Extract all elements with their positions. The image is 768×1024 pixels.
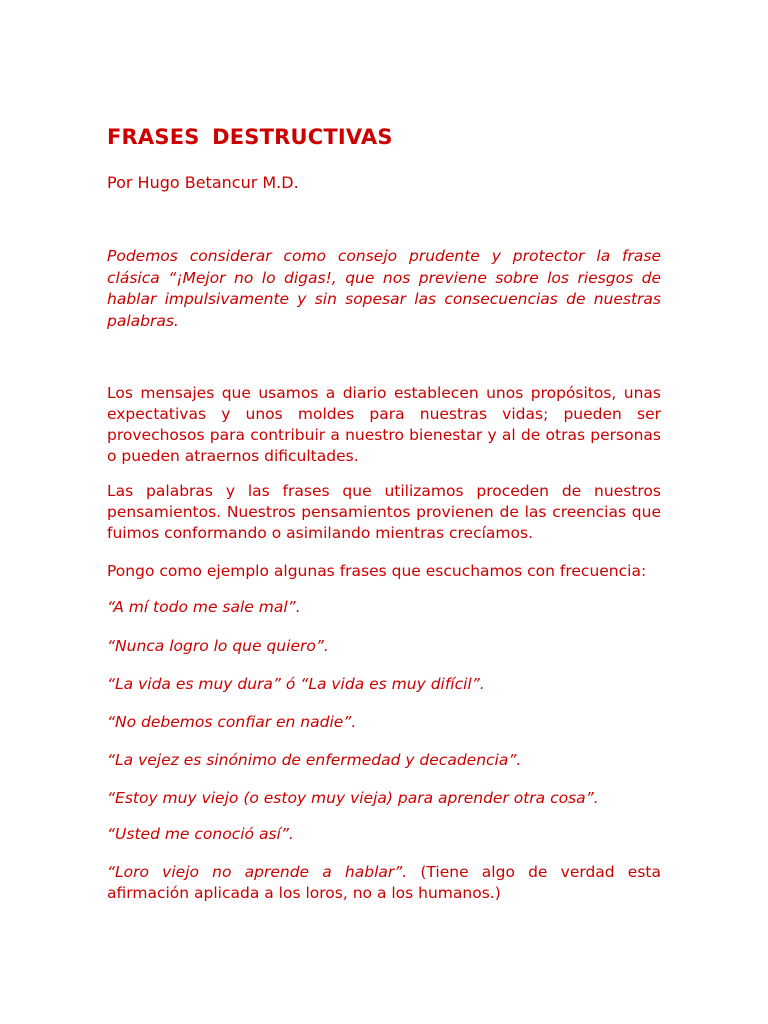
paragraph-2: Las palabras y las frases que utilizamos proceden de nuestros pensamientos. Nuestros pensamientos provienen de las creencias que fuimos conformando o asimilando mientras crecíamos. [107, 482, 661, 542]
quote-item: “La vida es muy dura” ó “La vida es muy difícil”. [107, 675, 485, 693]
last-quote-paragraph [107, 862, 661, 904]
last-quote-note: (Tiene algo de verdad esta afirmación aplicada a los loros, no a los humanos.) [107, 863, 661, 902]
quote-item: “Estoy muy viejo (o estoy muy vieja) para aprender otra cosa”. [107, 789, 599, 807]
intro-paragraph: Podemos considerar como consejo prudente y protector la frase clásica “¡Mejor no lo digas!, que nos previene sobre los riesgos de hablar impulsivamente y sin sopesar las consecuencias de nuestras palabras. [107, 247, 661, 330]
paragraph-3: Pongo como ejemplo algunas frases que escuchamos con frecuencia: [107, 562, 647, 580]
paragraph-1: Los mensajes que usamos a diario establecen unos propósitos, unas expectativas y unos moldes para nuestras vidas; pueden ser provechosos para contribuir a nuestro bienestar y al de otras personas o pueden atraernos dificultades. [107, 384, 661, 465]
quote-item: “La vejez es sinónimo de enfermedad y decadencia”. [107, 751, 522, 769]
author-line: Por Hugo Betancur M.D. [107, 173, 299, 192]
last-quote: “Loro viejo no aprende a hablar”. [107, 863, 408, 881]
quote-item: “Usted me conoció así”. [107, 825, 294, 843]
quote-item: “A mí todo me sale mal”. [107, 598, 301, 616]
document-title: FRASES DESTRUCTIVAS [107, 125, 393, 149]
quote-item: “Nunca logro lo que quiero”. [107, 637, 329, 655]
quote-item: “No debemos confiar en nadie”. [107, 713, 357, 731]
